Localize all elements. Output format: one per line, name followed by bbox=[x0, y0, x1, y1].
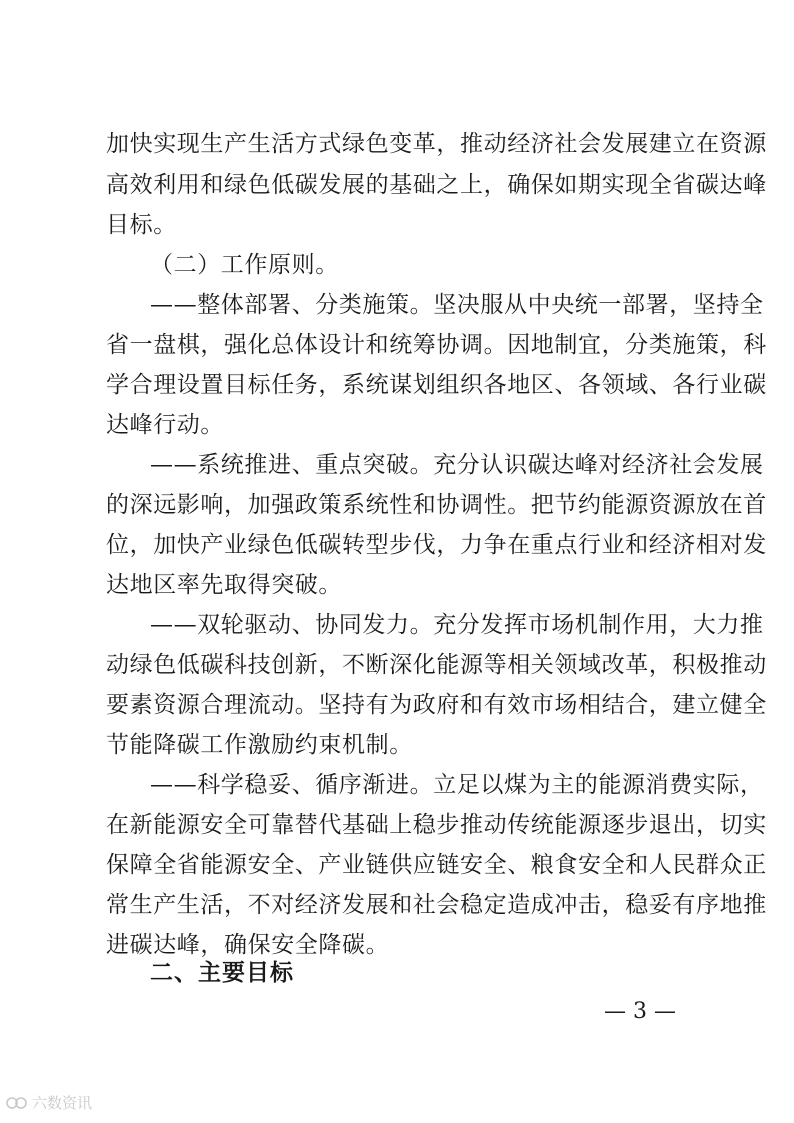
body-line: 达地区率先取得突破。 bbox=[106, 572, 342, 598]
body-line: 高效利用和绿色低碳发展的基础之上，确保如期实现全省碳达峰 bbox=[106, 172, 767, 198]
principle-title-line: ——系统推进、重点突破。充分认识碳达峰对经济社会发展 bbox=[150, 452, 764, 478]
subsection-heading: （二）工作原则。 bbox=[150, 252, 339, 278]
body-line: 保障全省能源安全、产业链供应链安全、粮食安全和人民群众正 bbox=[106, 852, 767, 878]
body-line: 在新能源安全可靠替代基础上稳步推动传统能源逐步退出，切实 bbox=[106, 812, 767, 838]
principle-title-line: ——整体部署、分类施策。坚决服从中央统一部署，坚持全 bbox=[150, 292, 764, 318]
watermark-text: 六数资讯 bbox=[32, 1094, 93, 1112]
body-line: 位，加快产业绿色低碳转型步伐，力争在重点行业和经济相对发 bbox=[106, 532, 767, 558]
body-line: 节能降碳工作激励约束机制。 bbox=[106, 732, 413, 758]
principle-title-line: ——科学稳妥、循序渐进。立足以煤为主的能源消费实际， bbox=[150, 772, 764, 798]
body-line: 达峰行动。 bbox=[106, 412, 224, 438]
body-line: 要素资源合理流动。坚持有为政府和有效市场相结合，建立健全 bbox=[106, 692, 767, 718]
watermark bbox=[6, 1093, 92, 1113]
body-line: 进碳达峰，确保安全降碳。 bbox=[106, 932, 390, 958]
body-line: 加快实现生产生活方式绿色变革，推动经济社会发展建立在资源 bbox=[106, 131, 767, 157]
body-line: 学合理设置目标任务，系统谋划组织各地区、各领域、各行业碳 bbox=[106, 372, 767, 398]
body-line: 的深远影响，加强政策系统性和协调性。把节约能源资源放在首 bbox=[106, 492, 767, 518]
watermark-logo-icon bbox=[6, 1095, 28, 1111]
section-heading: 二、主要目标 bbox=[150, 960, 294, 986]
body-line: 省一盘棋，强化总体设计和统筹协调。因地制宜，分类施策，科 bbox=[106, 332, 767, 358]
body-line: 动绿色低碳科技创新，不断深化能源等相关领域改革，积极推动 bbox=[106, 652, 767, 678]
principle-title-line: ——双轮驱动、协同发力。充分发挥市场机制作用，大力推 bbox=[150, 612, 764, 638]
body-line: 目标。 bbox=[106, 212, 177, 238]
page-number: — 3 — bbox=[604, 999, 676, 1024]
body-line: 常生产生活，不对经济发展和社会稳定造成冲击，稳妥有序地推 bbox=[106, 892, 767, 918]
